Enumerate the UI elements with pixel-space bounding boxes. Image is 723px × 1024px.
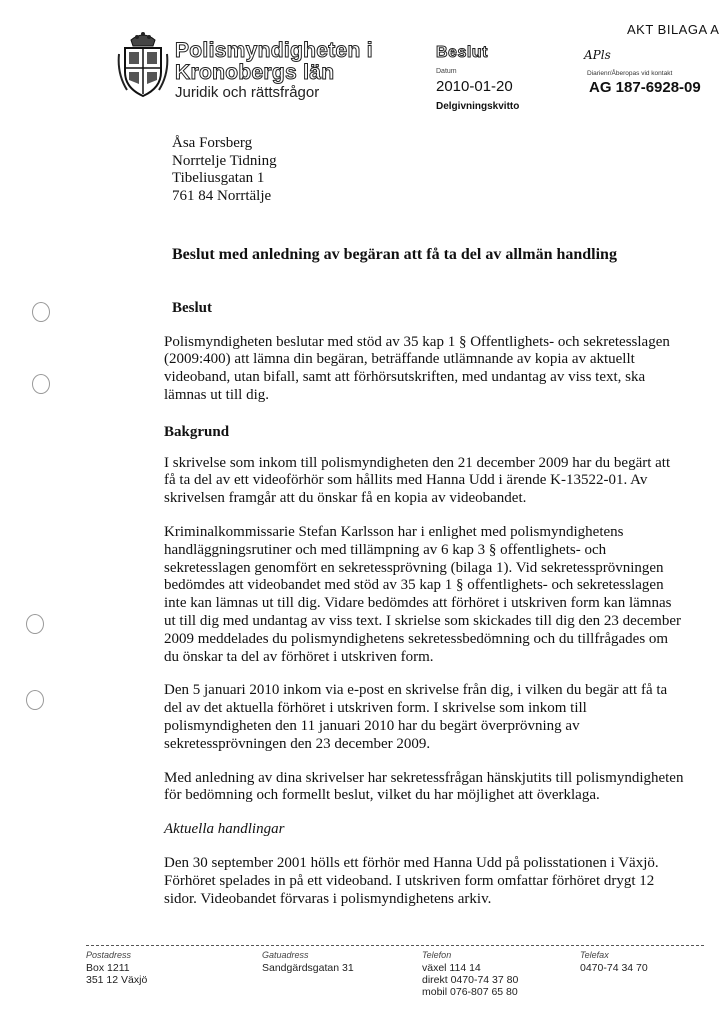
org-name-line1: Polismyndigheten i	[175, 39, 373, 62]
punch-hole	[26, 614, 44, 634]
visit-line1: Sandgärdsgatan 31	[262, 962, 354, 974]
org-name-line2: Kronobergs län	[175, 61, 335, 84]
phone-line2: direkt 0470-74 37 80	[422, 974, 519, 986]
document-body	[164, 246, 684, 908]
paragraph: I skrivelse som inkom till polismyndigheten den 21 december 2009 har du begärt att få ta del av ett videoförhör som hållits med Hanna Udd i ärende K-13522-01. Av skrivelsen framgår att du önskar få en kopia av videobandet.	[164, 454, 671, 507]
footer-divider	[86, 945, 704, 946]
phone-line3: mobil 076-807 65 80	[422, 986, 518, 998]
punch-hole	[26, 690, 44, 710]
recipient-name: Åsa Forsberg	[172, 135, 253, 151]
postal-line2: 351 12 Växjö	[86, 974, 148, 986]
document-title: Beslut med anledning av begäran att få ta del av allmän handling	[172, 246, 617, 263]
section-heading-bakgrund: Bakgrund	[164, 423, 230, 440]
date-label: Datum	[436, 68, 457, 75]
fax-label: Telefax	[580, 950, 609, 960]
reference-label: Diarienr/Åberopas vid kontakt	[587, 70, 673, 77]
document-date: 2010-01-20	[436, 78, 513, 95]
postal-address	[86, 962, 147, 986]
punch-hole	[32, 302, 50, 322]
receipt-label: Delgivningskvitto	[436, 101, 520, 112]
attachment-annotation: AKT BILAGA A	[627, 22, 720, 37]
document-type: Beslut	[436, 44, 488, 61]
paragraph: Kriminalkommissarie Stefan Karlsson har i enlighet med polismyndighetens handläggningsrutiner och med tillämpning av 6 kap 3 § offentlighets- och sekretesslagen genomfört en sekretessprövning (bilaga 1). Vid sekretessprövningen bedömdes att videobandet med stöd av 35 kap 1 § offentlighets- och sekretesslagen inte kan lämnas ut till dig. Vidare bedömdes att förhöret i utskriven form kan lämnas ut till dig med undantag av viss text. I skrielse som skickades till dig den 23 december 2009 meddelades du polismyndighetens sekretessbedömning och du tillfrågades om du önskar ta del av förhöret i utskriven form.	[164, 523, 681, 665]
recipient-org: Norrtelje Tidning	[172, 152, 277, 169]
paragraph: Den 5 januari 2010 inkom via e-post en skrivelse från dig, i vilken du begär att få ta del av det aktuella förhöret i utskriven form. I skrivelse som inkom till polismyndigheten den 11 januari 2010 har du begärt överprövning av sekretessprövningen den 23 december 2009.	[164, 682, 668, 752]
fax-line1: 0470-74 34 70	[580, 962, 648, 974]
department: Juridik och rättsfrågor	[175, 84, 320, 101]
phone-line1: växel 114 14	[422, 962, 481, 974]
phone-label: Telefon	[422, 950, 452, 960]
paragraph: Polismyndigheten beslutar med stöd av 35 kap 1 § Offentlighets- och sekretesslagen (2009:400) att lämna din begäran, beträffande utlämnande av kopia av aktuellt videoband, utan bifall, samt att förhörsutskriften, med undantag av viss text, ska lämnas ut till dig.	[164, 333, 670, 403]
fax-number	[580, 962, 648, 974]
paragraph: Med anledning av dina skrivelser har sekretessfrågan hänskjutits till polismyndigheten för bedömning och formellt beslut, vilket du har möjlighet att överklaga.	[164, 769, 684, 804]
reference-number: AG 187-6928-09	[589, 79, 701, 96]
paragraph: Den 30 september 2001 hölls ett förhör med Hanna Udd på polisstationen i Växjö. Förhöret spelades in på ett videoband. I utskriven form omfattar förhöret drygt 12 sidor. Videobandet förvaras i polismyndighetens arkiv.	[164, 854, 659, 907]
visit-label: Gatuadress	[262, 950, 309, 960]
postal-label: Postadress	[86, 950, 132, 960]
recipient-city: 761 84 Norrtälje	[172, 187, 272, 204]
organization-name	[175, 40, 373, 84]
handwritten-note: APls	[584, 48, 611, 62]
punch-hole	[32, 374, 50, 394]
recipient-address	[172, 135, 277, 205]
section-heading-aktuella-handlingar: Aktuella handlingar	[164, 821, 285, 838]
visit-address	[262, 962, 354, 974]
police-crest-logo	[117, 30, 169, 98]
section-heading-beslut: Beslut	[172, 299, 213, 316]
postal-line1: Box 1211	[86, 962, 130, 974]
recipient-street: Tibeliusgatan 1	[172, 170, 265, 186]
phone-numbers	[422, 962, 518, 998]
